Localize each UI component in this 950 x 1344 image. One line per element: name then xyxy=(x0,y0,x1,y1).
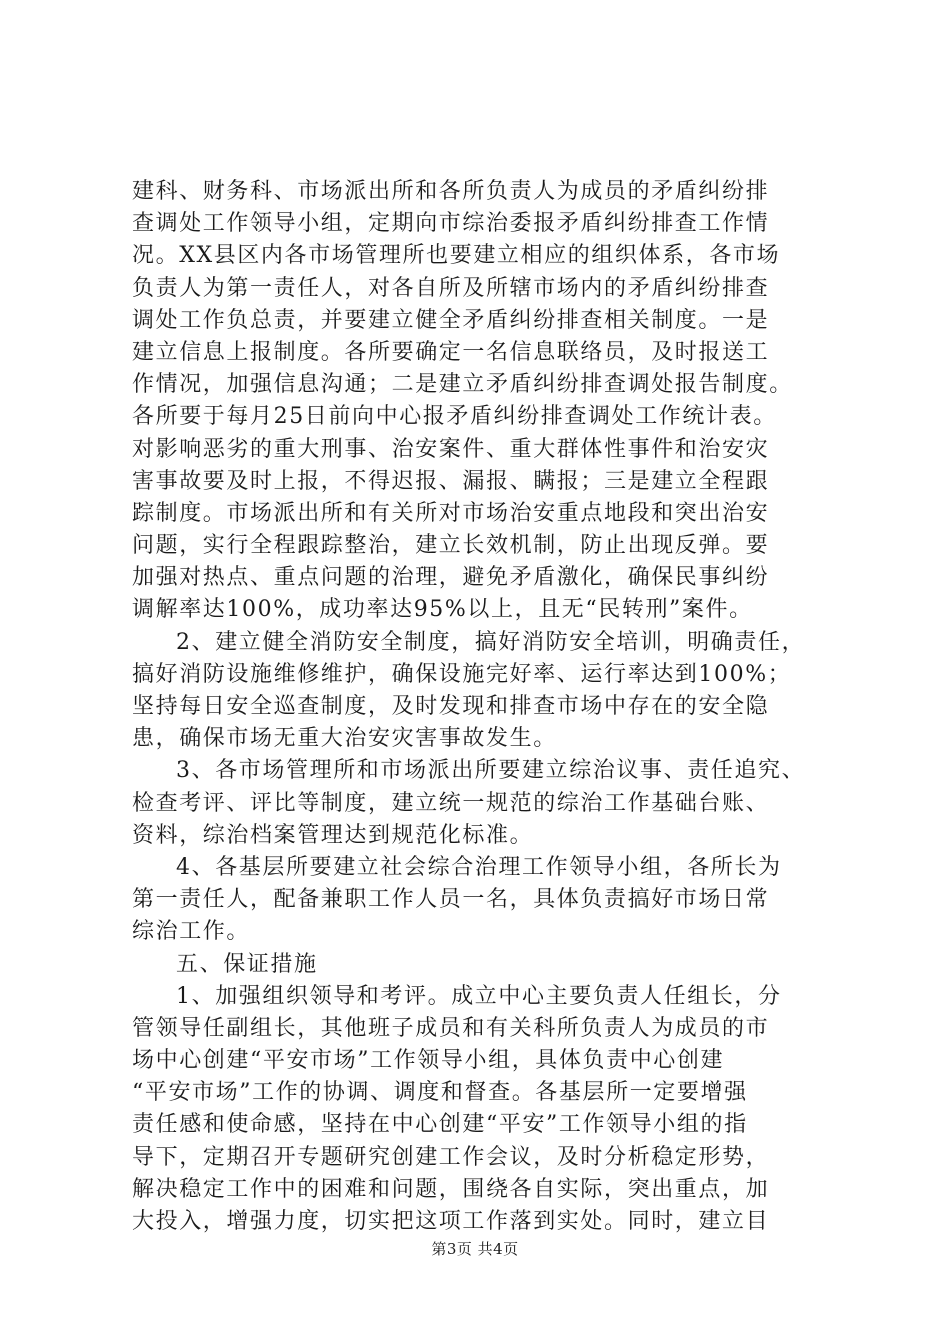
text-line: 1、加强组织领导和考评。成立中心主要负责人任组长，分 xyxy=(176,983,782,1009)
text-line: 责任感和使命感，坚持在中心创建“平安”工作领导小组的指 xyxy=(132,1112,748,1138)
text-line: “平安市场”工作的协调、调度和督查。各基层所一定要增强 xyxy=(132,1080,748,1106)
text-line: 检查考评、评比等制度，建立统一规范的综治工作基础台账、 xyxy=(132,790,770,816)
text-line: 负责人为第一责任人，对各自所及所辖市场内的矛盾纠纷排查 xyxy=(132,275,770,301)
text-line: 建立信息上报制度。各所要确定一名信息联络员，及时报送工 xyxy=(132,339,770,365)
text-line: 踪制度。市场派出所和有关所对市场治安重点地段和突出治安 xyxy=(132,500,770,526)
text-line: 患，确保市场无重大治安灾害事故发生。 xyxy=(132,726,557,752)
text-line: 查调处工作领导小组，定期向市综治委报矛盾纠纷排查工作情 xyxy=(132,211,770,237)
document-body xyxy=(132,176,832,1238)
text-line: 建科、财务科、市场派出所和各所负责人为成员的矛盾纠纷排 xyxy=(132,179,770,204)
text-line: 管领导任副组长，其他班子成员和有关科所负责人为成员的市 xyxy=(132,1015,770,1041)
text-line: 调处工作负总责，并要建立健全矛盾纠纷排查相关制度。一是 xyxy=(132,307,770,333)
text-line: 3、各市场管理所和市场派出所要建立综治议事、责任追究、 xyxy=(176,758,806,784)
text-line: 加强对热点、重点问题的治理，避免矛盾激化，确保民事纠纷 xyxy=(132,565,770,591)
text-line: 作情况，加强信息沟通；二是建立矛盾纠纷排查调处报告制度。 xyxy=(132,372,793,398)
text-line: 资料，综治档案管理达到规范化标准。 xyxy=(132,822,534,848)
text-line: 第一责任人，配备兼职工作人员一名，具体负责搞好市场日常 xyxy=(132,887,770,913)
text-line: 各所要于每月25日前向中心报矛盾纠纷排查调处工作统计表。 xyxy=(132,404,777,430)
text-line: 大投入，增强力度，切实把这项工作落到实处。同时，建立目 xyxy=(132,1209,770,1234)
text-line: 问题，实行全程跟踪整治，建立长效机制，防止出现反弹。要 xyxy=(132,533,770,559)
text-line: 况。XX县区内各市场管理所也要建立相应的组织体系，各市场 xyxy=(132,243,781,269)
text-line: 2、建立健全消防安全制度，搞好消防安全培训，明确责任， xyxy=(176,629,806,655)
text-line: 综治工作。 xyxy=(132,919,251,945)
text-line: 搞好消防设施维修维护，确保设施完好率、运行率达到100%； xyxy=(132,661,792,687)
text-line: 4、各基层所要建立社会综合治理工作领导小组，各所长为 xyxy=(176,854,782,880)
text-line: 对影响恶劣的重大刑事、治安案件、重大群体性事件和治安灾 xyxy=(132,436,770,462)
text-line: 解决稳定工作中的困难和问题，围绕各自实际，突出重点，加 xyxy=(132,1176,770,1202)
text-line: 场中心创建“平安市场”工作领导小组，具体负责中心创建 xyxy=(132,1048,725,1074)
text-line: 五、保证措施 xyxy=(176,951,318,977)
text-line: 害事故要及时上报，不得迟报、漏报、瞒报；三是建立全程跟 xyxy=(132,468,770,494)
text-line: 导下，定期召开专题研究创建工作会议，及时分析稳定形势， xyxy=(132,1144,770,1170)
text-line: 坚持每日安全巡查制度，及时发现和排查市场中存在的安全隐 xyxy=(132,694,770,719)
page-number-footer: 第3页 共4页 xyxy=(431,1240,519,1258)
text-line: 调解率达100%，成功率达95%以上，且无“民转刑”案件。 xyxy=(132,597,753,623)
